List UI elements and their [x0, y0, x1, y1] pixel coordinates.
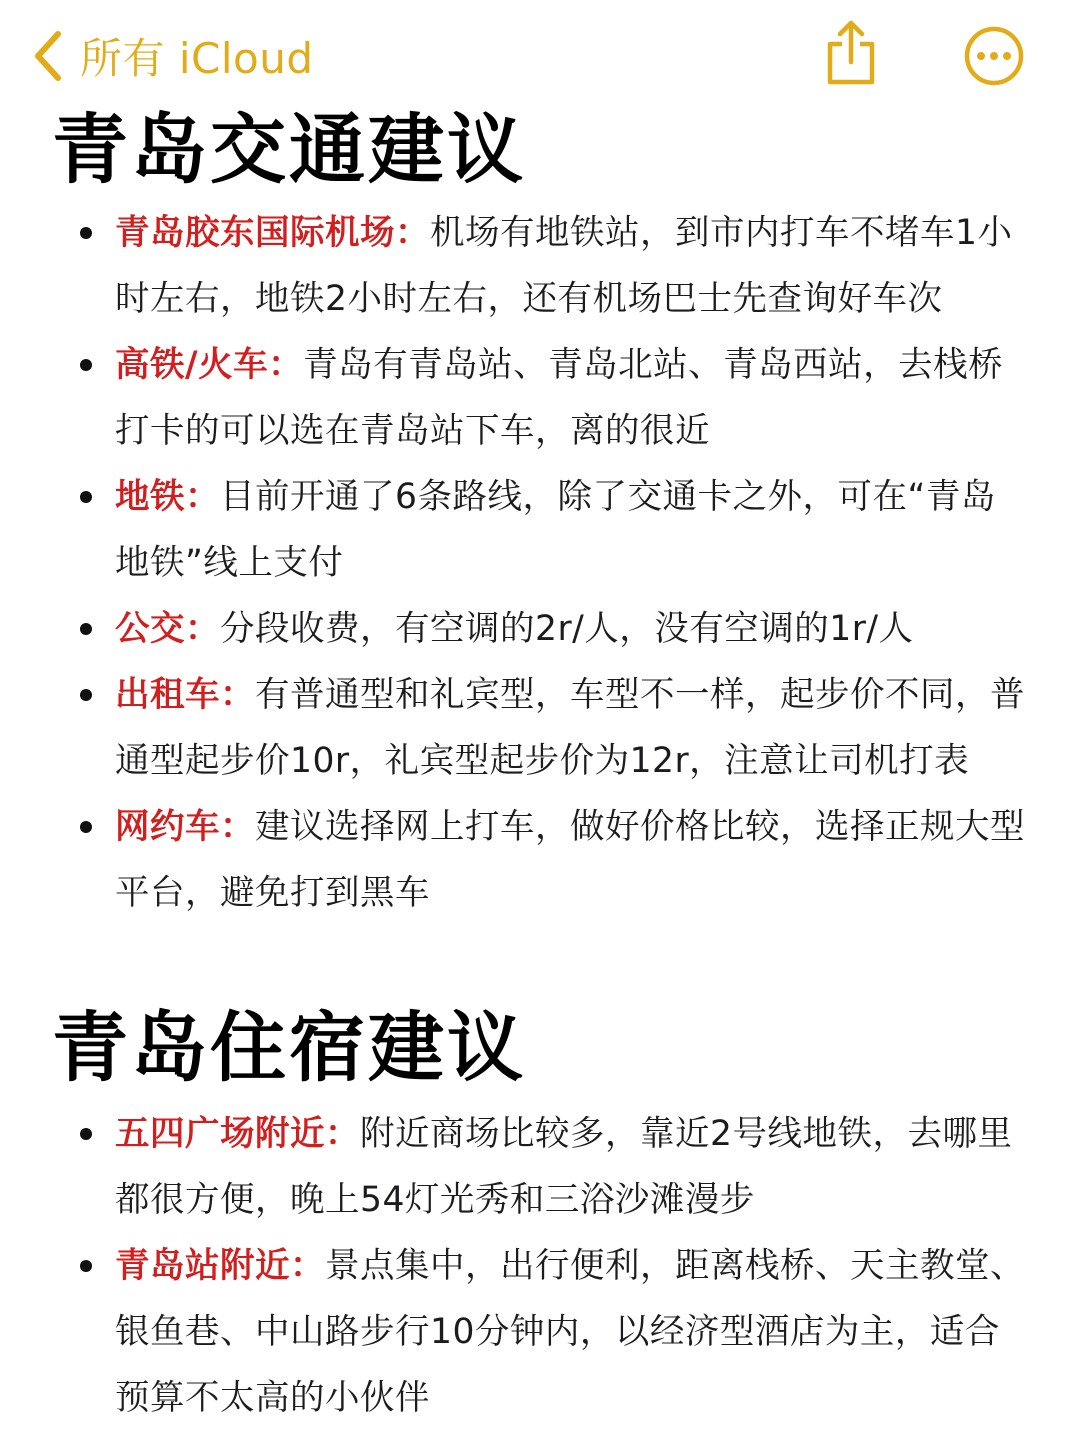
item-label: 出租车： [115, 675, 255, 715]
bullet-dot [80, 491, 92, 503]
bullet-dot [80, 359, 92, 371]
list-item-qingdao-station [80, 1233, 1030, 1431]
chevron-left-icon [30, 28, 64, 84]
share-icon [820, 18, 882, 88]
ellipsis-circle-icon [962, 24, 1026, 88]
item-label: 高铁/火车： [115, 345, 304, 385]
list-item-ride-hailing [80, 794, 1030, 926]
item-text: 建议选择网上打车，做好价格比较，选择正规大型平台，避免打到黑车 [115, 807, 1025, 913]
item-label: 网约车： [115, 807, 255, 847]
item-label: 青岛站附近： [115, 1246, 325, 1286]
bullet-dot [80, 1128, 92, 1140]
item-text: 景点集中，出行便利，距离栈桥、天主教堂、银鱼巷、中山路步行10分钟内，以经济型酒店为主，适合预算不太高的小伙伴 [115, 1246, 1025, 1418]
item-text: 分段收费，有空调的2r/人，没有空调的1r/人 [220, 609, 914, 649]
list-item-metro [80, 464, 1030, 596]
transport-list [80, 200, 1030, 926]
back-label: 所有 iCloud [80, 34, 314, 83]
item-label: 地铁： [115, 477, 220, 517]
bullet-dot [80, 1260, 92, 1272]
list-item-train [80, 332, 1030, 464]
list-item-wusi-square [80, 1101, 1030, 1233]
more-button[interactable] [962, 24, 1026, 88]
bullet-dot [80, 689, 92, 701]
bullet-dot [80, 227, 92, 239]
back-button[interactable] [30, 26, 314, 86]
item-text: 目前开通了6条路线，除了交通卡之外，可在“青岛地铁”线上支付 [115, 477, 996, 583]
section-title-lodging: 青岛住宿建议 [52, 1003, 526, 1092]
share-button[interactable] [820, 18, 882, 88]
item-text: 青岛有青岛站、青岛北站、青岛西站，去栈桥打卡的可以选在青岛站下车，离的很近 [115, 345, 1004, 451]
list-item-taxi [80, 662, 1030, 794]
item-label: 公交： [115, 609, 220, 649]
lodging-list [80, 1101, 1030, 1431]
bullet-dot [80, 623, 92, 635]
list-item-airport [80, 200, 1030, 332]
item-label: 青岛胶东国际机场： [115, 213, 430, 253]
item-text: 机场有地铁站，到市内打车不堵车1小时左右，地铁2小时左右，还有机场巴士先查询好车次 [115, 213, 1013, 319]
item-label: 五四广场附近： [115, 1114, 360, 1154]
navigation-bar [0, 0, 1080, 110]
item-text: 附近商场比较多，靠近2号线地铁，去哪里都很方便，晚上54灯光秀和三浴沙滩漫步 [115, 1114, 1013, 1220]
item-text: 有普通型和礼宾型，车型不一样，起步价不同，普通型起步价10r，礼宾型起步价为12r，注意让司机打表 [115, 675, 1025, 781]
section-title-transport: 青岛交通建议 [52, 105, 526, 194]
bullet-dot [80, 821, 92, 833]
list-item-bus [80, 596, 1030, 662]
